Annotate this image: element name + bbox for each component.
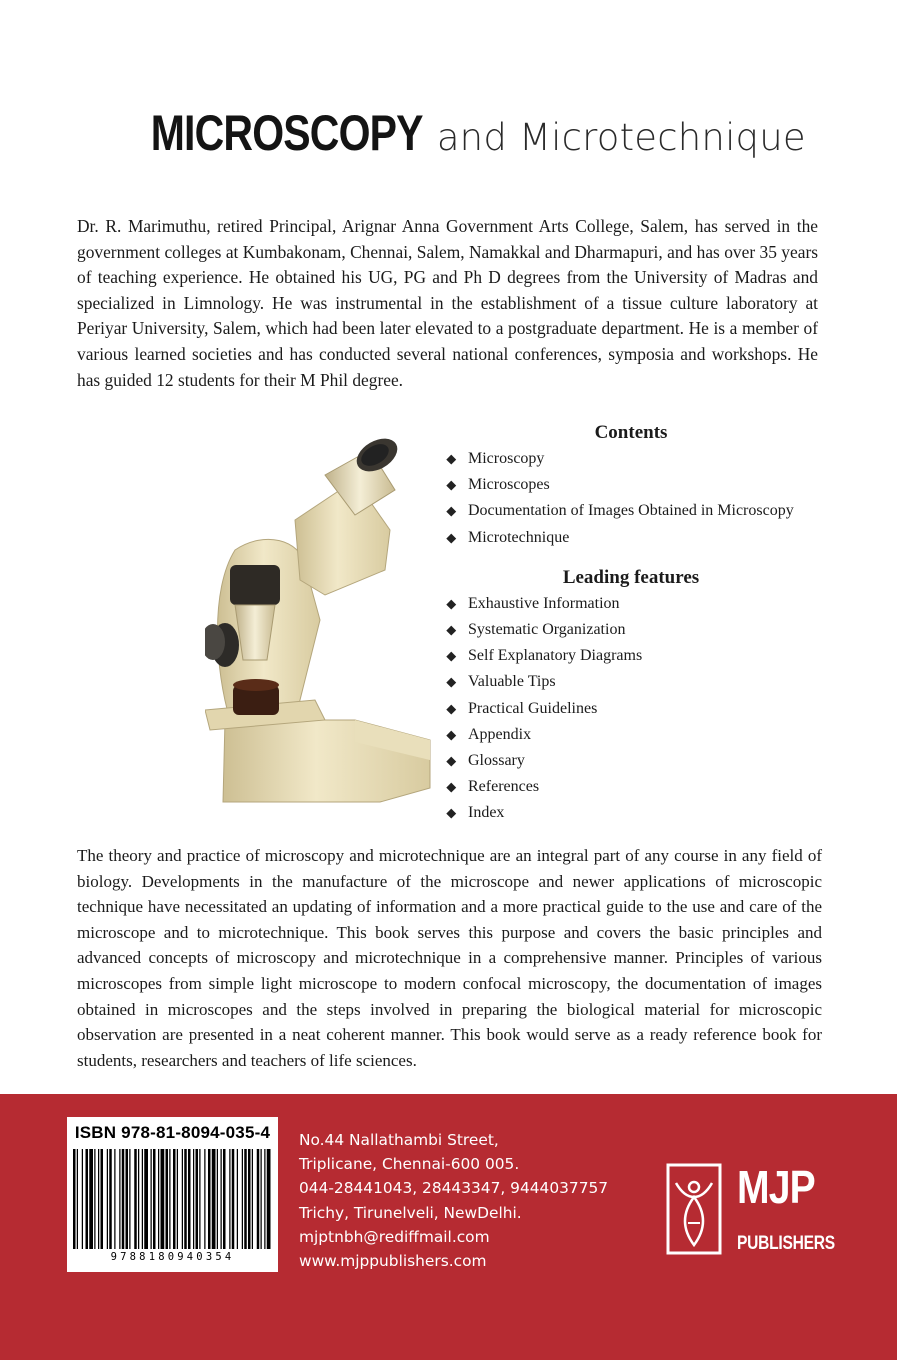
book-title [0,104,897,184]
barcode-bar [107,1149,108,1249]
barcode-bar [223,1149,226,1249]
publisher-address [299,1128,608,1273]
address-email: mjptnbh@rediffmail.com [299,1227,490,1246]
list-item: Practical Guidelines [446,696,826,722]
publisher-logo-sub: PUBLISHERS [737,1233,835,1254]
barcode-bar [89,1149,93,1249]
list-item: Microtechnique [446,525,826,551]
barcode-bar [109,1149,112,1249]
features-list [446,591,826,827]
barcode-bar [122,1149,125,1249]
barcode-bar [138,1149,139,1249]
author-bio: Dr. R. Marimuthu, retired Principal, Arignar Anna Government Arts College, Salem, has served in the government colleges at Kumbakonam, Chennai, Salem, Namakkal and Dharmapuri, and has over 35 years of teaching experience. He obtained his UG, PG and Ph D degrees from the University of Madras and specialized in Limnology. He was instrumental in the establishment of a tissue culture laboratory at Periyar University, Salem, which had been later elevated to a postgraduate department. He is a member of various learned societies and has conducted several national conferences, symposia and workshops. He has guided 12 students for their M Phil degree. [77,216,818,390]
barcode-bar [212,1149,216,1249]
barcode-bar [261,1149,262,1249]
barcode-bar [153,1149,156,1249]
list-item: Index [446,800,826,826]
barcode-bar [77,1149,78,1249]
features-heading: Leading features [562,566,700,588]
barcode-bar [242,1149,243,1249]
list-item: Documentation of Images Obtained in Microscopy [446,498,826,524]
barcode-bar [98,1149,99,1249]
list-item: Valuable Tips [446,669,826,695]
barcode-bar [221,1149,222,1249]
list-item: Self Explanatory Diagrams [446,643,826,669]
barcode-bar [129,1149,130,1249]
barcode-bar [232,1149,235,1249]
diamond-bullet-icon [447,481,456,490]
list-item: Exhaustive Information [446,591,826,617]
barcode-bar [252,1149,253,1249]
barcode-bar [114,1149,115,1249]
barcode-bar [173,1149,176,1249]
diamond-bullet-icon [447,704,456,713]
barcode-bar [237,1149,238,1249]
barcode-bar [86,1149,89,1249]
barcode-bar [166,1149,169,1249]
barcode-bar [169,1149,170,1249]
diamond-bullet-icon [447,678,456,687]
publisher-logo-name: MJP [737,1161,815,1213]
barcode-icon [73,1149,272,1249]
diamond-bullet-icon [447,599,456,608]
barcode-bar [184,1149,187,1249]
barcode-bar [134,1149,137,1249]
diamond-bullet-icon [447,730,456,739]
barcode-bar [101,1149,104,1249]
barcode-bar [267,1149,271,1249]
barcode-bar [119,1149,120,1249]
barcode-bar [193,1149,194,1249]
barcode-bar [144,1149,148,1249]
contents-list [446,446,826,551]
barcode-bar [248,1149,251,1249]
list-item: Microscopes [446,472,826,498]
list-item: Appendix [446,722,826,748]
barcode-bar [244,1149,247,1249]
barcode-bar [188,1149,191,1249]
diamond-bullet-icon [447,507,456,516]
barcode-bar [82,1149,83,1249]
barcode-bar [126,1149,129,1249]
barcode-bar [158,1149,159,1249]
barcode-box [67,1117,278,1272]
diamond-bullet-icon [447,455,456,464]
barcode-bar [73,1149,76,1249]
address-line: No.44 Nallathambi Street, [299,1131,499,1149]
barcode-bar [151,1149,152,1249]
title-main: MICROSCOPY [150,105,423,161]
barcode-bar [196,1149,199,1249]
barcode-bar [199,1149,200,1249]
list-item: Systematic Organization [446,617,826,643]
book-description: The theory and practice of microscopy and microtechnique are an integral part of any course in any field of biology. Developments in the manufacture of the microscope and newer applications of microscopic technique have necessitated an updating of information and a more practical guide to the use and care of the microscope and to microtechnique. This book serves this purpose and covers the basic principles and advanced concepts of microscopy and microtechnique in a comprehensive manner. Principles of various microscopes from simple light microscope to modern confocal microscopy, the documentation of images obtained in microscopes and the steps involved in preparing the biological material for microscopic observation are presented in a neat coherent manner. This book would serve as a ready reference book for students, researchers and teachers of life sciences. [77,846,822,1070]
diamond-bullet-icon [447,652,456,661]
contents-heading: Contents [594,422,668,443]
title-sub: and Microtechnique [436,116,806,159]
address-line: Triplicane, Chennai-600 005. [299,1155,520,1174]
diamond-bullet-icon [447,783,456,792]
isbn-label: ISBN 978-81-8094-035-4 [74,1123,271,1142]
barcode-bar [182,1149,183,1249]
diamond-bullet-icon [447,809,456,818]
barcode-bar [204,1149,205,1249]
address-website: www.mjppublishers.com [299,1252,487,1271]
diamond-bullet-icon [447,533,456,542]
barcode-bar [257,1149,260,1249]
microscope-image [205,420,445,810]
barcode-bar [161,1149,165,1249]
barcode-digits: 9788180940354 [110,1251,235,1263]
barcode-bar [142,1149,143,1249]
barcode-bar [177,1149,178,1249]
list-item: Microscopy [446,446,826,472]
barcode-bar [94,1149,95,1249]
list-item: Glossary [446,748,826,774]
feature-lists [446,420,826,834]
barcode-bar [229,1149,230,1249]
list-item: References [446,774,826,800]
address-line: 044-28441043, 28443347, 9444037757 [299,1179,609,1198]
barcode-bar [264,1149,265,1249]
diamond-bullet-icon [447,757,456,766]
barcode-bar [208,1149,211,1249]
diamond-bullet-icon [447,626,456,635]
address-line: Trichy, Tirunelveli, NewDelhi. [299,1203,522,1222]
barcode-bar [217,1149,218,1249]
publisher-logo-icon [666,1163,722,1255]
